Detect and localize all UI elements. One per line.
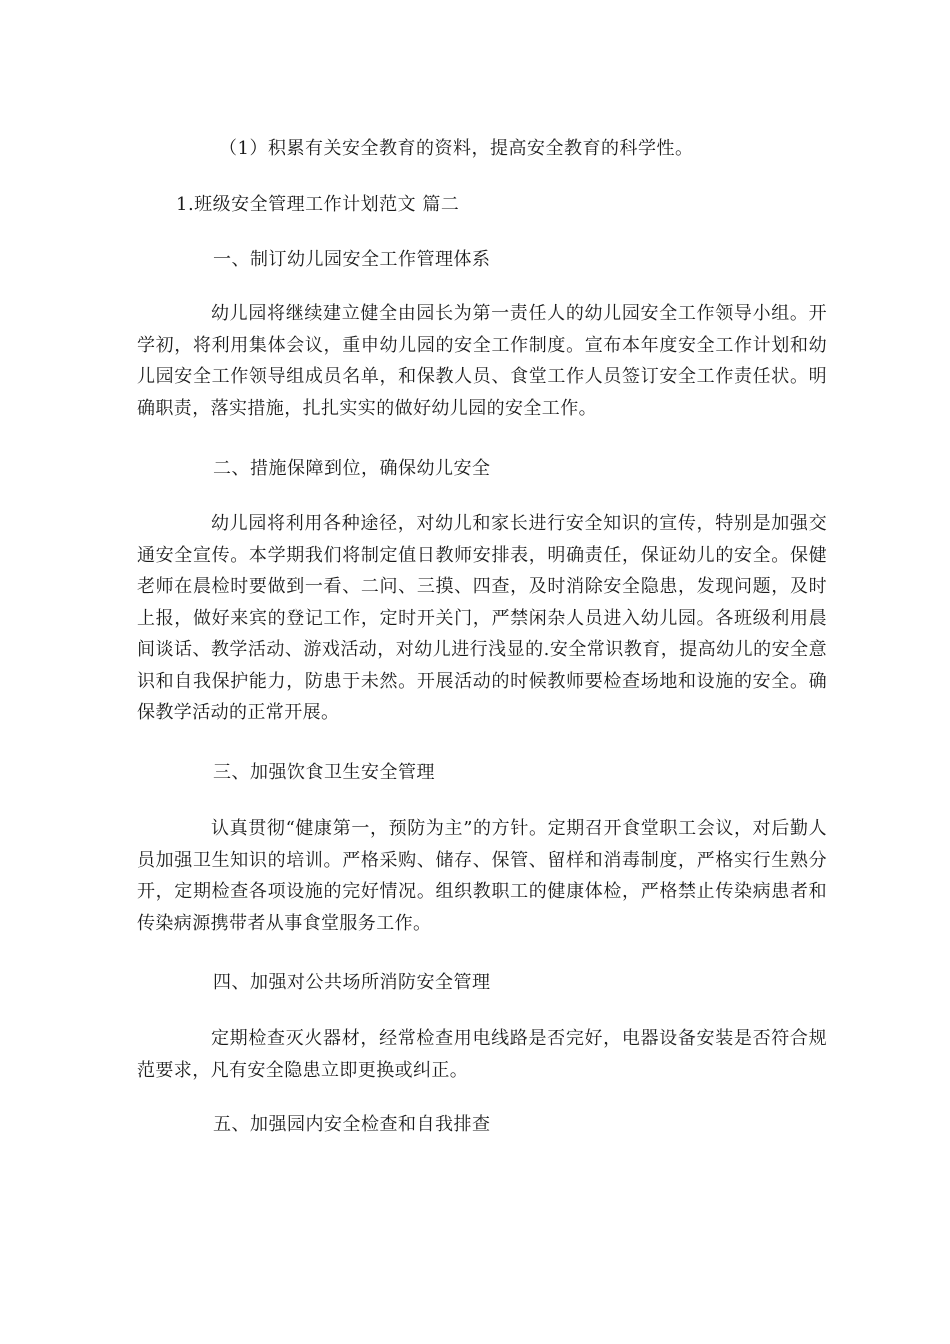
section-heading-3: 三、加强饮食卫生安全管理 [213, 762, 435, 783]
section-body-2: 幼儿园将利用各种途径，对幼儿和家长进行安全知识的宣传，特别是加强交通安全宣传。本学期我们将制定值日教师安排表，明确责任，保证幼儿的安全。保健老师在晨检时要做到一看、二问、三摸、四查，及时消除安全隐患，发现问题，及时上报，做好来宾的登记工作，定时开关门，严禁闲杂人员进入幼儿园。各班级利用晨间谈话、教学活动、游戏活动，对幼儿进行浅显的.安全常识教育，提高幼儿的安全意识和自我保护能力，防患于未然。开展活动的时候教师要检查场地和设施的安全。确保教学活动的正常开展。 [137, 513, 827, 723]
section-title: 1.班级安全管理工作计划范文 篇二 [176, 194, 460, 215]
section-body-3: 认真贯彻“健康第一，预防为主”的方针。定期召开食堂职工会议，对后勤人员加强卫生知识的培训。严格采购、储存、保管、留样和消毒制度，严格实行生熟分开，定期检查各项设施的完好情况。组织教职工的健康体检，严格禁止传染病患者和传染病源携带者从事食堂服务工作。 [137, 818, 827, 934]
section-heading-1: 一、制订幼儿园安全工作管理体系 [213, 249, 491, 270]
section-heading-4: 四、加强对公共场所消防安全管理 [213, 972, 491, 993]
section-heading-5: 五、加强园内安全检查和自我排查 [213, 1114, 491, 1135]
section-heading-2: 二、措施保障到位，确保幼儿安全 [213, 458, 491, 479]
list-item-1: （1）积累有关安全教育的资料，提高安全教育的科学性。 [219, 138, 694, 159]
section-body-4: 定期检查灭火器材，经常检查用电线路是否完好，电器设备安装是否符合规范要求，凡有安全隐患立即更换或纠正。 [137, 1028, 827, 1081]
section-body-1: 幼儿园将继续建立健全由园长为第一责任人的幼儿园安全工作领导小组。开学初，将利用集体会议，重申幼儿园的安全工作制度。宣布本年度安全工作计划和幼儿园安全工作领导组成员名单，和保教人员、食堂工作人员签订安全工作责任状。明确职责，落实措施，扎扎实实的做好幼儿园的安全工作。 [137, 303, 827, 419]
